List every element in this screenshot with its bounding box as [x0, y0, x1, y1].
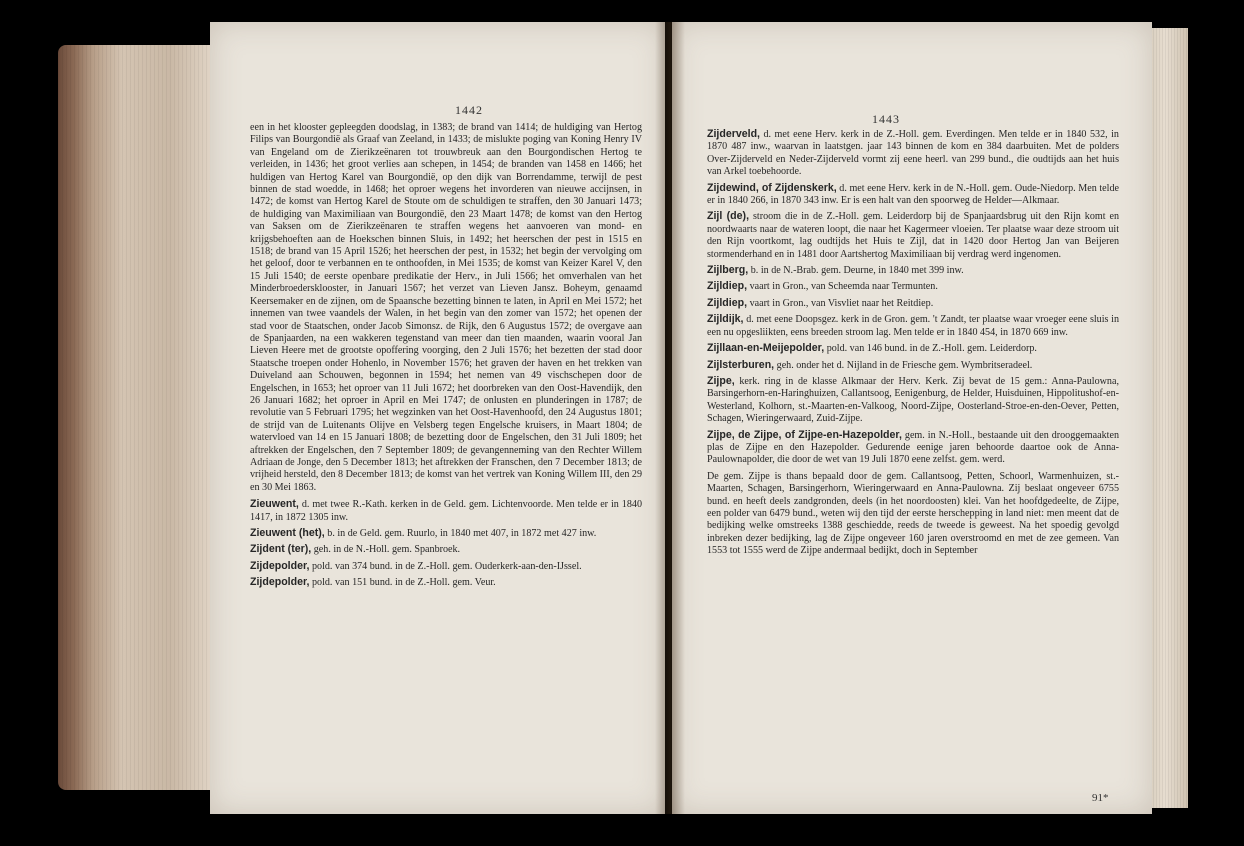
entry [707, 359, 1119, 372]
entry [250, 498, 642, 524]
entry-headword: Zijl (de), [707, 210, 750, 223]
book-page-edges-right [1150, 28, 1188, 808]
entry-headword: Zijpe, de Zijpe, of Zijpe-en-Hazepolder, [707, 428, 902, 441]
entry-headword: Zijdewind, of Zijdenskerk, [707, 181, 837, 194]
entry [250, 560, 642, 573]
entry-headword: Zieuwent (het), [250, 527, 325, 539]
entry-text: pold. van 374 bund. in de Z.-Holl. gem. Ouderkerk-aan-den-IJssel. [311, 560, 582, 572]
entry-text: pold. van 151 bund. in de Z.-Holl. gem. Veur. [311, 577, 496, 589]
entry [250, 543, 642, 556]
entry-headword: Zijderveld, [707, 128, 760, 140]
entry-headword: Zieuwent, [250, 498, 299, 511]
entry [707, 429, 1119, 467]
right-page-number: 1443 [872, 112, 900, 126]
entry-headword: Zijllaan-en-Meijepolder, [707, 342, 825, 355]
entry-text: De gem. Zijpe is thans bepaald door de gem. Callantsoog, Petten, Schoorl, Warmenhuizen, st.-Maarten, Schagen, Barsingerhorn, Wieringerwaard en Anna-Paulowna. Zij beslaat ongeveer 6755 bund. en heeft deels zandgronden, deels (in het noordoosten) klei. Van het hoofdgedeelte, de Zijpe, een polder van 6479 bund., weten wij den tijd der eerste herschepping in land niet: men meent dat de bedijking welke omstreeks 1388 geschiedde, reeds de tweede is geweest. Na het spoedig gevolgd inbreken dezer bedijking, lag de Zijpe ongeveer 160 jaren overstroomd en met de zee gemeen. Van 1553 tot 1555 werd de Zijpe andermaal bedijkt, doch in September [707, 470, 1119, 557]
entry-headword: Zijdepolder, [250, 576, 310, 589]
entry-text: stroom die in de Z.-Holl. gem. Leiderdorp bij de Spanjaardsbrug uit den Rijn komt en noordwaarts naar de wateren loopt, die naar het Kagermeer vloeien. Ter plaatse waar deze stroom uit den Rijn voortkomt, lag oudtijds het Huis te Zijl, dat in 1420 door Hertog Jan van Beijeren stormenderhand en in 1481 door Aartshertog Maximiliaan bij verdrag werd ingenomen. [707, 211, 1119, 260]
entry-text: b. in de Geld. gem. Ruurlo, in 1840 met 407, in 1872 met 427 inw. [327, 528, 597, 539]
signature-mark: 91* [1092, 792, 1109, 804]
left-page-number: 1442 [455, 103, 483, 117]
entry-headword: Zijldiep, [707, 280, 748, 293]
entry [250, 527, 642, 540]
right-column [707, 128, 1119, 561]
entry-text: d. met eene Herv. kerk in de N.-Holl. gem. Oude-Niedorp. Men telde er in 1840 266, in 1870 343 inw. Er is een halt van den spoorweg de Helder—Alkmaar. [707, 182, 1119, 207]
entry [707, 280, 1119, 293]
entry [707, 313, 1119, 339]
entry-text: d. met eene Doopsgez. kerk in de Gron. gem. 't Zandt, ter plaatse waar vroeger eene sluis in een nu opgesliikten, eens breeden stroom lag. Men telde er in 1840 454, in 1870 669 inw. [707, 314, 1119, 338]
entry [707, 128, 1119, 179]
entry-headword: Zijdent (ter), [250, 543, 312, 556]
book-gutter [655, 22, 685, 814]
entry-text: vaart in Gron., van Visvliet naar het Reitdiep. [749, 297, 934, 309]
entry-text: kerk. ring in de klasse Alkmaar der Herv. Kerk. Zij bevat de 15 gem.: Anna-Paulowna, Barsingerhorn-en-Haringhuizen, Callantsoog, Eenigenburg, de Helder, Huisduinen, Hippolitushof-en-Westerland, Kolhorn, st.-Maarten-en-Valkoog, Noord-Zijpe, Oosterland-Stroe-en-den-Oever, Petten, Schagen, Wieringerwaard, Zuid-Zijpe. [707, 375, 1119, 425]
entry-text: d. met twee R.-Kath. kerken in de Geld. gem. Lichtenvoorde. Men telde er in 1840 1417, in 1872 1305 inw. [250, 499, 642, 523]
entry-text: geh. onder het d. Nijland in de Friesche gem. Wymbritseradeel. [776, 359, 1033, 371]
entry-text: d. met eene Herv. kerk in de Z.-Holl. gem. Everdingen. Men telde er in 1840 532, in 1870 487 inw., waarvan in laatstgen. jaar 143 binnen de kom en 384 daarbuiten. Met de polders Over-Zijderveld en Neder-Zijderveld vormt zij eene heerl. van 299 bund., die oudtijds aan het huis van Arkel toebehoorde. [707, 129, 1119, 178]
entry-headword: Zijlsterburen, [707, 358, 775, 371]
entry-headword: Zijpe, [707, 374, 735, 387]
entry-text: pold. van 146 bund. in de Z.-Holl. gem. Leiderdorp. [826, 343, 1037, 355]
entry-headword: Zijldiep, [707, 296, 748, 309]
entry [707, 264, 1119, 277]
entry [707, 342, 1119, 355]
entry [250, 576, 642, 589]
entry [707, 375, 1119, 426]
left-column [250, 122, 642, 593]
continuation-text: een in het klooster gepleegden doodslag, in 1383; de brand van 1414; de huldiging van Hertog Filips van Bourgondië als Graaf van Zeeland, in 1433; de mislukte poging van Koning Henry IV van Engeland om de Zierikzeënaren tot trouwbreuk aan den Bourgondischen Hertog te verleiden, in 1436; het groot verlies aan schepen, in 1454; de branden van 1458 en 1466; het huldigen van Hertog Karel van Bourgondië, op den dijk van Borrendamme, terwijl de pest binnen de stad woedde, in 1468; het oproer wegens het invorderen van nieuwe accijnsen, in 1472; de komst van Hertog Karel de Stoute om de schuldigen te straffen, den 30 Januari 1473; de huldiging van Maximiliaan van Bourgondië, den 23 Maart 1478; de komst van den Hertog van Saksen om de Zierikzeënaren te straffen wegens het aanvoeren van mond- en krijgsbehoeften aan de Hoekschen binnen Sluis, in 1492; het heerschen der pest in 1515 en 1518; de brand van 15 April 1526; het heerschen der pest, in 1532; het begin der vervolging om het geloof, door te verbannen en te onthoofden, in Mei 1535; de komst van Keizer Karel V, den 15 Juli 1540; de eerste openbare predikatie der Herv., in Juli 1566; het omverhalen van het Minderbroedersklooster, in Januari 1567; het verzet van Lieven Jansz. Boheym, genaamd Keersemaker en de zijnen, om de Spaansche bezetting binnen te laten, in April en Mei 1572; het innemen van twee vaandels der Walen, in het begin van den zomer van 1572; het openen der stad voor de Staatschen, onder Jacob Simonsz. de Rijk, den 6 Augustus 1572; de overgave aan de Spanjaarden, na een wakkeren tegenstand van meer dan tien maanden, waarin vooral Jan Lieven Heere met de grootste opoffering voorging, den 2 Juli 1576; het bezetten der stad door Staatsche troepen onder Hohenlo, in November 1576; het graven der haven en het trekken van Duiveland aan Schouwen, begonnen in 1594; het nemen van 49 vischschepen door de Engelschen, in 1653; het oproer van 11 Juli 1672; het doorbreken van den Oost-Havendijk, den 26 Januari 1682; het oproer in April en Mei 1747; de onlusten en plunderingen in 1787; de revolutie van 5 Februari 1795; het wegzinken van het Oost-Havenhoofd, den 24 Augustus 1801; de strijd van de Luitenants Olijve en Velsberg tegen Engelsche kruisers, in Maart 1804; de watervloed van 14 en 15 Januari 1808; de bezetting door de Engelschen, den 31 Juli 1809; het aftrekken der Engelschen, den 7 September 1809; de gevangenneming van den Rechter Willem Adriaan de Jonge, den 5 December 1813; het aftrekken der Franschen, den 7 December 1813; de vrijheid hersteld, den 8 December 1813; de komst van het vertrek van Koning Willem III, den 29 en 30 Mei 1863. [250, 122, 642, 493]
entry [707, 297, 1119, 310]
entry-text: gem. in N.-Holl., bestaande uit den drooggemaakten plas de Zijpe en den Hazepolder. Gedurende eenige jaren behoorde daartoe ook de Anna-Paulownapolder, die door de wet van 19 Juli 1870 eene zelfst. gem. werd. [707, 429, 1119, 466]
entry-headword: Zijlberg, [707, 264, 749, 277]
entry [707, 210, 1119, 261]
book-page-edges-left [58, 45, 218, 790]
entry-headword: Zijldijk, [707, 313, 744, 326]
entry-text: geh. in de N.-Holl. gem. Spanbroek. [313, 544, 461, 556]
entry [707, 182, 1119, 208]
entry-headword: Zijdepolder, [250, 559, 310, 572]
entry-text: vaart in Gron., van Scheemda naar Termunten. [749, 281, 938, 293]
entry [707, 470, 1119, 558]
entry-text: b. in de N.-Brab. gem. Deurne, in 1840 met 399 inw. [750, 265, 964, 277]
